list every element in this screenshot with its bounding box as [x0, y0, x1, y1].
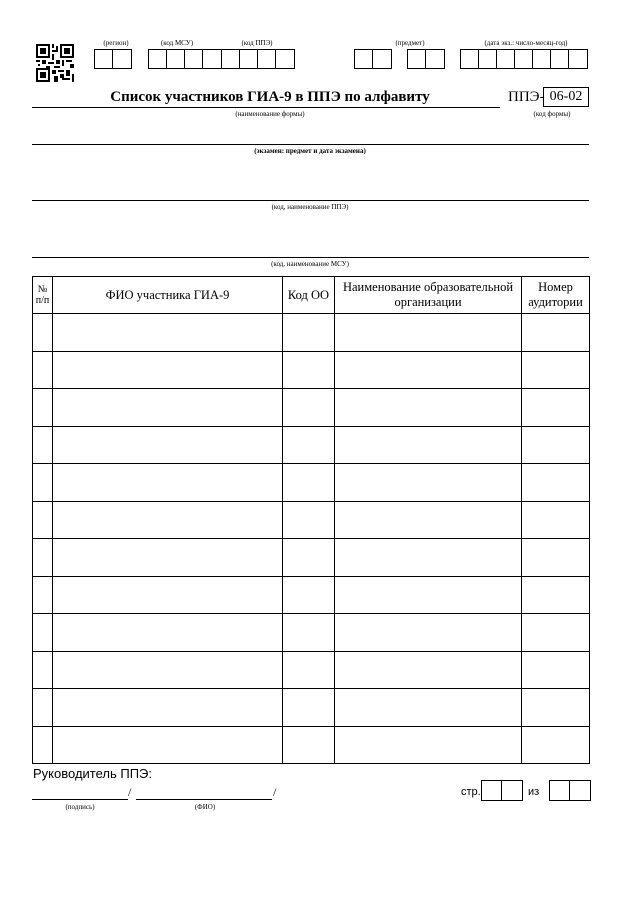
column-header-room: Номер аудитории [522, 277, 590, 314]
of-label: из [528, 786, 540, 798]
cell-number[interactable] [33, 539, 53, 577]
region-field[interactable] [94, 49, 132, 69]
table-row [33, 426, 590, 464]
table-row [33, 501, 590, 539]
cell-organization[interactable] [335, 539, 522, 577]
table-row [33, 351, 590, 389]
cell-room[interactable] [522, 651, 590, 689]
table-row [33, 614, 590, 652]
cell-organization[interactable] [335, 501, 522, 539]
form-title-caption: (наименование формы) [235, 110, 305, 118]
ppe-caption: (код, наименование ППЭ) [271, 203, 349, 211]
ppe-code-field[interactable] [221, 49, 295, 69]
cell-organization[interactable] [335, 314, 522, 352]
cell-oo-code[interactable] [283, 314, 335, 352]
cell-room[interactable] [522, 314, 590, 352]
cell-name[interactable] [53, 389, 283, 427]
cell-oo-code[interactable] [283, 501, 335, 539]
cell-number[interactable] [33, 689, 53, 727]
table-row [33, 314, 590, 352]
table-row [33, 576, 590, 614]
cell-oo-code[interactable] [283, 576, 335, 614]
form-code: 06-02 [543, 87, 589, 107]
cell-name[interactable] [53, 426, 283, 464]
cell-organization[interactable] [335, 576, 522, 614]
page-number-field[interactable] [481, 780, 523, 801]
cell-room[interactable] [522, 426, 590, 464]
cell-number[interactable] [33, 314, 53, 352]
cell-room[interactable] [522, 614, 590, 652]
exam-date-caption: (дата экз.: число-месяц-год) [484, 39, 568, 47]
cell-oo-code[interactable] [283, 426, 335, 464]
form-code-caption: (код формы) [533, 110, 571, 118]
cell-number[interactable] [33, 651, 53, 689]
region-caption: (регион) [103, 39, 129, 47]
subject-field[interactable] [354, 49, 392, 69]
qr-code-icon [36, 44, 74, 82]
ppe-code-caption: (код ППЭ) [241, 39, 273, 47]
cell-name[interactable] [53, 351, 283, 389]
table-row [33, 651, 590, 689]
cell-organization[interactable] [335, 464, 522, 502]
cell-name[interactable] [53, 464, 283, 502]
name-caption: (ФИО) [194, 803, 216, 811]
cell-number[interactable] [33, 426, 53, 464]
cell-oo-code[interactable] [283, 389, 335, 427]
msu-code-field[interactable] [148, 49, 222, 69]
table-row [33, 689, 590, 727]
participants-table [32, 276, 590, 764]
cell-oo-code[interactable] [283, 689, 335, 727]
column-header-number: № п/п [33, 277, 53, 314]
cell-organization[interactable] [335, 689, 522, 727]
subject-caption: (предмет) [395, 39, 425, 47]
cell-name[interactable] [53, 576, 283, 614]
cell-room[interactable] [522, 576, 590, 614]
cell-name[interactable] [53, 614, 283, 652]
form-code-prefix: ППЭ- [508, 89, 545, 105]
cell-number[interactable] [33, 464, 53, 502]
table-row [33, 539, 590, 577]
cell-organization[interactable] [335, 351, 522, 389]
cell-room[interactable] [522, 726, 590, 764]
cell-number[interactable] [33, 726, 53, 764]
table-row [33, 464, 590, 502]
cell-organization[interactable] [335, 651, 522, 689]
cell-room[interactable] [522, 539, 590, 577]
cell-organization[interactable] [335, 389, 522, 427]
cell-name[interactable] [53, 501, 283, 539]
cell-oo-code[interactable] [283, 464, 335, 502]
cell-room[interactable] [522, 389, 590, 427]
cell-number[interactable] [33, 389, 53, 427]
cell-room[interactable] [522, 351, 590, 389]
table-header-row [33, 277, 590, 314]
signature-caption: (подпись) [65, 803, 95, 811]
exam-date-field[interactable] [460, 49, 588, 69]
table-row [33, 389, 590, 427]
cell-name[interactable] [53, 651, 283, 689]
cell-number[interactable] [33, 614, 53, 652]
signature-line[interactable] [32, 799, 128, 800]
cell-oo-code[interactable] [283, 351, 335, 389]
cell-room[interactable] [522, 464, 590, 502]
exam-caption: (экзамен: предмет и дата экзамена) [254, 147, 366, 155]
cell-name[interactable] [53, 689, 283, 727]
msu-caption: (код, наименование МСУ) [271, 260, 349, 268]
cell-organization[interactable] [335, 726, 522, 764]
cell-room[interactable] [522, 501, 590, 539]
cell-number[interactable] [33, 501, 53, 539]
table-row [33, 726, 590, 764]
cell-oo-code[interactable] [283, 539, 335, 577]
cell-name[interactable] [53, 314, 283, 352]
cell-room[interactable] [522, 689, 590, 727]
name-line[interactable] [136, 799, 272, 800]
manager-label: Руководитель ППЭ: [33, 766, 153, 781]
column-header-name: ФИО участника ГИА-9 [53, 277, 283, 314]
msu-code-caption: (код МСУ) [160, 39, 194, 47]
column-header-oo-code: Код ОО [283, 277, 335, 314]
cell-number[interactable] [33, 351, 53, 389]
column-header-organization: Наименование образовательной организации [335, 277, 522, 314]
cell-oo-code[interactable] [283, 651, 335, 689]
cell-oo-code[interactable] [283, 726, 335, 764]
cell-name[interactable] [53, 726, 283, 764]
page-total-field[interactable] [549, 780, 591, 801]
form-title: Список участников ГИА-9 в ППЭ по алфавиту [110, 89, 430, 105]
cell-oo-code[interactable] [283, 614, 335, 652]
exam-day-field[interactable] [407, 49, 445, 69]
cell-organization[interactable] [335, 614, 522, 652]
page-label: стр. [461, 786, 481, 798]
cell-number[interactable] [33, 576, 53, 614]
cell-organization[interactable] [335, 426, 522, 464]
cell-name[interactable] [53, 539, 283, 577]
